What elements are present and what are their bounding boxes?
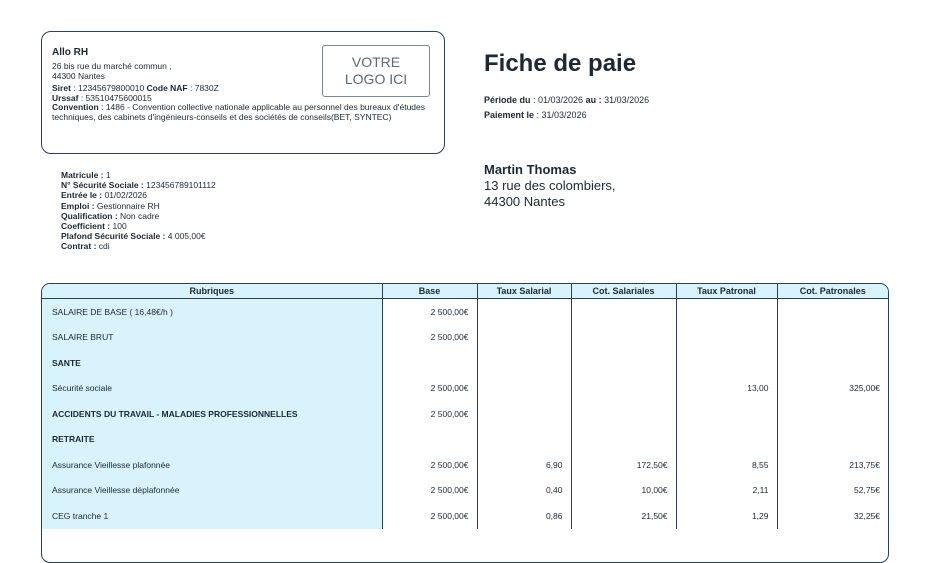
siret-line: Siret : 12345679800010 Code NAF : 7830Z [52, 83, 219, 93]
urssaf-line: Urssaf : 53510475600015 [52, 92, 152, 103]
cell-cot-sal [571, 376, 676, 402]
cell-label: CEG tranche 1 [42, 503, 382, 529]
cell-taux-pat [676, 350, 777, 376]
payroll-table [42, 284, 888, 529]
cell-base: 2 500,00€ [382, 452, 477, 478]
cell-label: SALAIRE DE BASE ( 16,48€/h ) [42, 299, 382, 325]
cell-cot-pat: 32,25€ [854, 510, 880, 521]
cell-label: Sécurité sociale [42, 376, 382, 402]
cell-taux-sal [477, 376, 571, 402]
qualification-line: Qualification : Non cadre [61, 210, 160, 221]
cell-cot-pat [777, 299, 888, 325]
table-row [42, 427, 888, 453]
cell-taux-pat [676, 325, 777, 351]
company-address-line1: 26 bis rue du marché commun , [52, 61, 172, 71]
table-row [42, 452, 888, 478]
cell-taux-sal [477, 299, 571, 325]
header-cot-salariales: Cot. Salariales [571, 284, 676, 299]
cell-label: Assurance Vieillesse plafonnée [42, 452, 382, 478]
cell-taux-sal [477, 401, 571, 427]
job-line: Emploi : Gestionnaire RH [61, 200, 160, 211]
cell-taux-sal: 0,86 [477, 503, 571, 529]
cell-cot-sal: 172,50€ [571, 452, 676, 478]
cell-cot-pat [777, 325, 888, 351]
ss-line: N° Sécurité Sociale : 123456789101112 [61, 180, 216, 191]
employee-city: 44300 Nantes [484, 194, 565, 209]
cell-taux-pat: 13,00 [676, 376, 777, 402]
table-row [42, 299, 888, 325]
cell-base [382, 427, 477, 453]
employee-info [61, 170, 216, 252]
coefficient-line: Coefficient : 100 [61, 221, 127, 232]
cell-taux-pat [676, 299, 777, 325]
cell-cot-pat [777, 427, 888, 453]
table-row [42, 503, 888, 529]
table-row [42, 350, 888, 376]
cell-base [382, 350, 477, 376]
cell-taux-pat: 8,55 [676, 452, 777, 478]
employee-street: 13 rue des colombiers, [484, 178, 616, 193]
period-line: Période du : 01/03/2026 au : 31/03/2026 [484, 95, 650, 105]
cell-base: 2 500,00€ [382, 503, 477, 529]
header-taux-salarial: Taux Salarial [477, 284, 571, 299]
cell-taux-pat: 2,11 [676, 478, 777, 504]
cell-taux-sal [477, 325, 571, 351]
table-row [42, 376, 888, 402]
table-body [42, 299, 888, 529]
cell-taux-sal: 6,90 [477, 452, 571, 478]
document-title: Fiche de paie [484, 50, 637, 77]
cell-label: SALAIRE BRUT [42, 325, 382, 351]
logo-placeholder [322, 45, 430, 97]
cell-base: 2 500,00€ [382, 401, 477, 427]
payment-line: Paiement le : 31/03/2026 [484, 110, 587, 120]
cell-taux-sal: 0,40 [477, 478, 571, 504]
cell-label: Assurance Vieillesse déplafonnée [42, 478, 382, 504]
table-row [42, 478, 888, 504]
cell-cot-sal: 21,50€ [571, 503, 676, 529]
table-row [42, 325, 888, 351]
header-taux-patronal: Taux Patronal [676, 284, 777, 299]
cell-cot-pat: 325,00€ [849, 383, 880, 394]
employee-name: Martin Thomas [484, 162, 577, 177]
cell-cot-sal [571, 401, 676, 427]
logo-line2: LOGO ICI [344, 71, 408, 87]
period-info [484, 93, 649, 123]
cell-cot-sal [571, 350, 676, 376]
cell-cot-sal [571, 427, 676, 453]
company-address-line2: 44300 Nantes [52, 70, 105, 81]
header-base: Base [382, 284, 477, 299]
cell-base: 2 500,00€ [382, 299, 477, 325]
cell-taux-pat [676, 427, 777, 453]
cell-label: RETRAITE [42, 427, 382, 453]
company-name: Allo RH [52, 47, 89, 58]
cell-cot-sal [571, 325, 676, 351]
cell-base: 2 500,00€ [382, 376, 477, 402]
cell-cot-sal [571, 299, 676, 325]
employee-address-block [484, 162, 616, 210]
cell-base: 2 500,00€ [382, 478, 477, 504]
cell-base: 2 500,00€ [382, 325, 477, 351]
header-rubriques: Rubriques [42, 284, 382, 299]
entry-line: Entrée le : 01/02/2026 [61, 190, 148, 201]
table-header-row [42, 284, 888, 299]
cell-cot-pat: 213,75€ [849, 459, 880, 470]
cell-label: SANTE [42, 350, 382, 376]
cell-taux-pat: 1,29 [676, 503, 777, 529]
logo-line1: VOTRE [351, 54, 401, 70]
convention-line: Convention : 1486 - Convention collective nationale applicable au personnel des bureaux d'études techniques, des cabinets d'ingénieurs-conseils et des sociétés de conseils(BET, SYNTEC) [52, 102, 426, 122]
cell-cot-pat [777, 401, 888, 427]
cell-label: ACCIDENTS DU TRAVAIL - MALADIES PROFESSIONNELLES [42, 401, 382, 427]
contract-line: Contrat : cdi [61, 241, 110, 252]
cell-cot-sal: 10,00€ [571, 478, 676, 504]
payroll-table-container [41, 283, 889, 563]
cell-cot-pat: 52,75€ [854, 485, 880, 496]
plafond-line: Plafond Sécurité Sociale : 4 005,00€ [61, 231, 206, 242]
cell-taux-sal [477, 427, 571, 453]
company-box [41, 31, 445, 154]
matricule-line: Matricule : 1 [61, 170, 111, 180]
cell-taux-sal [477, 350, 571, 376]
table-row [42, 401, 888, 427]
header-cot-patronales: Cot. Patronales [777, 284, 888, 299]
cell-cot-pat [777, 350, 888, 376]
cell-taux-pat [676, 401, 777, 427]
